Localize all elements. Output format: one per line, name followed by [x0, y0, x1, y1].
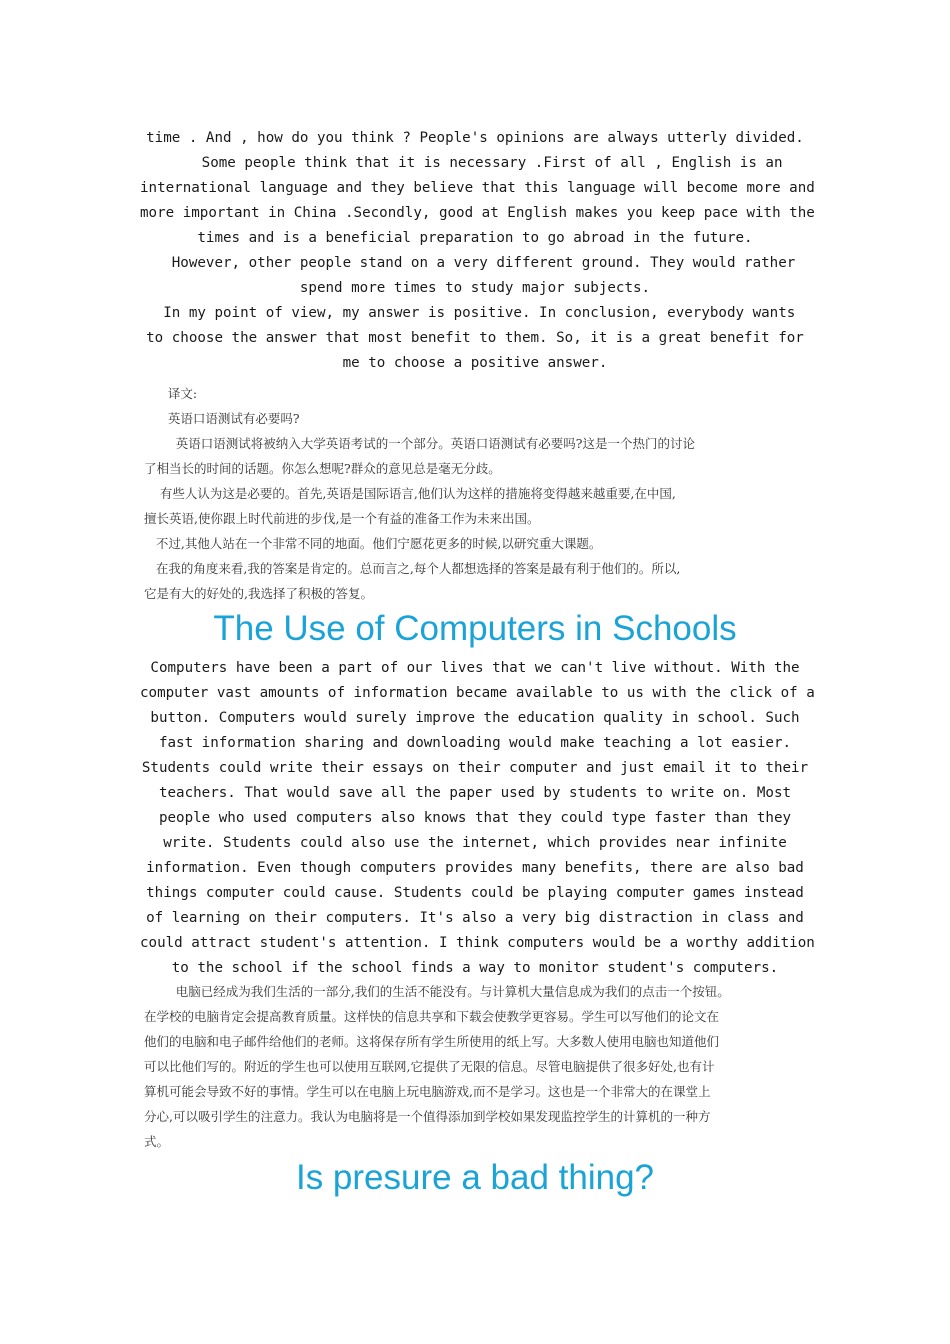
essay-computers-english — [140, 656, 815, 981]
translation-line: 它是有大的好处的,我选择了积极的答复。 — [144, 586, 373, 601]
essay-line: international language and they believe that this language will become more and — [140, 180, 815, 196]
essay-line: of learning on their computers. It's also a very big distraction in class and — [146, 910, 804, 926]
essay-line: Computers have been a part of our lives that we can't live without. With the — [150, 660, 800, 676]
translation-line: 他们的电脑和电子邮件给他们的老师。这将保存所有学生所使用的纸上写。大多数人使用电脑也知道他们 — [144, 1034, 720, 1049]
translation-line: 有些人认为这是必要的。首先,英语是国际语言,他们认为这样的措施将变得越来越重要,在中国, — [144, 486, 676, 501]
essay-line: However, other people stand on a very different ground. They would rather — [154, 255, 796, 271]
essay-line: more important in China .Secondly, good at English makes you keep pace with the — [140, 205, 815, 221]
section-title-pressure: Is presure a bad thing? — [295, 1158, 654, 1197]
essay-line: things computer could cause. Students could be playing computer games instead — [146, 885, 804, 901]
essay-line: to the school if the school finds a way to monitor student's computers. — [171, 960, 779, 976]
translation-line: 在学校的电脑肯定会提高教育质量。这样快的信息共享和下载会使教学更容易。学生可以写他们的论文在 — [144, 1009, 720, 1024]
essay-line: me to choose a positive answer. — [342, 355, 608, 371]
translation-line: 不过,其他人站在一个非常不同的地面。他们宁愿花更多的时候,以研究重大课题。 — [144, 536, 602, 551]
essay-line: Students could write their essays on their computer and just email it to their — [141, 760, 809, 776]
essay-line: time . And , how do you think ? People's opinions are always utterly divided. — [146, 130, 804, 146]
translation-line: 擅长英语,使你跟上时代前进的步伐,是一个有益的准备工作为未来出国。 — [144, 511, 540, 526]
translation-label: 译文: — [144, 386, 198, 401]
essay-line: spend more times to study major subjects. — [299, 280, 651, 296]
translation-line: 电脑已经成为我们生活的一部分,我们的生活不能没有。与计算机大量信息成为我们的点击一个按钮。 — [144, 984, 730, 999]
essay-line: could attract student's attention. I think computers would be a worthy addition — [140, 935, 815, 951]
essay-line: write. Students could also use the internet, which provides near infinite — [163, 835, 787, 851]
essay-line: button. Computers would surely improve the education quality in school. Such — [150, 710, 800, 726]
essay-line: teachers. That would save all the paper used by students to write on. Most — [158, 785, 792, 801]
translation-title: 英语口语测试有必要吗? — [144, 411, 300, 426]
translation-line: 了相当长的时间的话题。你怎么想呢?群众的意见总是毫无分歧。 — [144, 461, 501, 476]
essay-line: to choose the answer that most benefit to them. So, it is a great benefit for — [146, 330, 804, 346]
translation-line: 分心,可以吸引学生的注意力。我认为电脑将是一个值得添加到学校如果发现监控学生的计算机的一种方 — [144, 1109, 711, 1124]
essay-line: fast information sharing and downloading would make teaching a lot easier. — [158, 735, 792, 751]
essay-line: computer vast amounts of information became available to us with the click of a — [140, 685, 815, 701]
translation-line: 式。 — [144, 1134, 170, 1149]
translation-oral-test-chinese — [144, 381, 814, 606]
essay-line: Some people think that it is necessary .First of all , English is an — [167, 155, 783, 171]
essay-oral-test-english — [140, 126, 815, 376]
translation-line: 在我的角度来看,我的答案是肯定的。总而言之,每个人都想选择的答案是最有利于他们的。所以, — [144, 561, 681, 576]
translation-line: 可以比他们写的。附近的学生也可以使用互联网,它提供了无限的信息。尽管电脑提供了很多好处,也有计 — [144, 1059, 715, 1074]
translation-line: 英语口语测试将被纳入大学英语考试的一个部分。英语口语测试有必要吗?这是一个热门的讨论 — [144, 436, 695, 451]
essay-line: information. Even though computers provides many benefits, there are also bad — [146, 860, 804, 876]
essay-line: In my point of view, my answer is positive. In conclusion, everybody wants — [154, 305, 796, 321]
translation-computers-chinese — [144, 979, 814, 1154]
section-title-computers: The Use of Computers in Schools — [213, 609, 737, 648]
translation-line: 算机可能会导致不好的事情。学生可以在电脑上玩电脑游戏,而不是学习。这也是一个非常大的在课堂上 — [144, 1084, 711, 1099]
essay-line: times and is a beneficial preparation to go abroad in the future. — [197, 230, 753, 246]
essay-line: people who used computers also knows that they could type faster than they — [158, 810, 792, 826]
